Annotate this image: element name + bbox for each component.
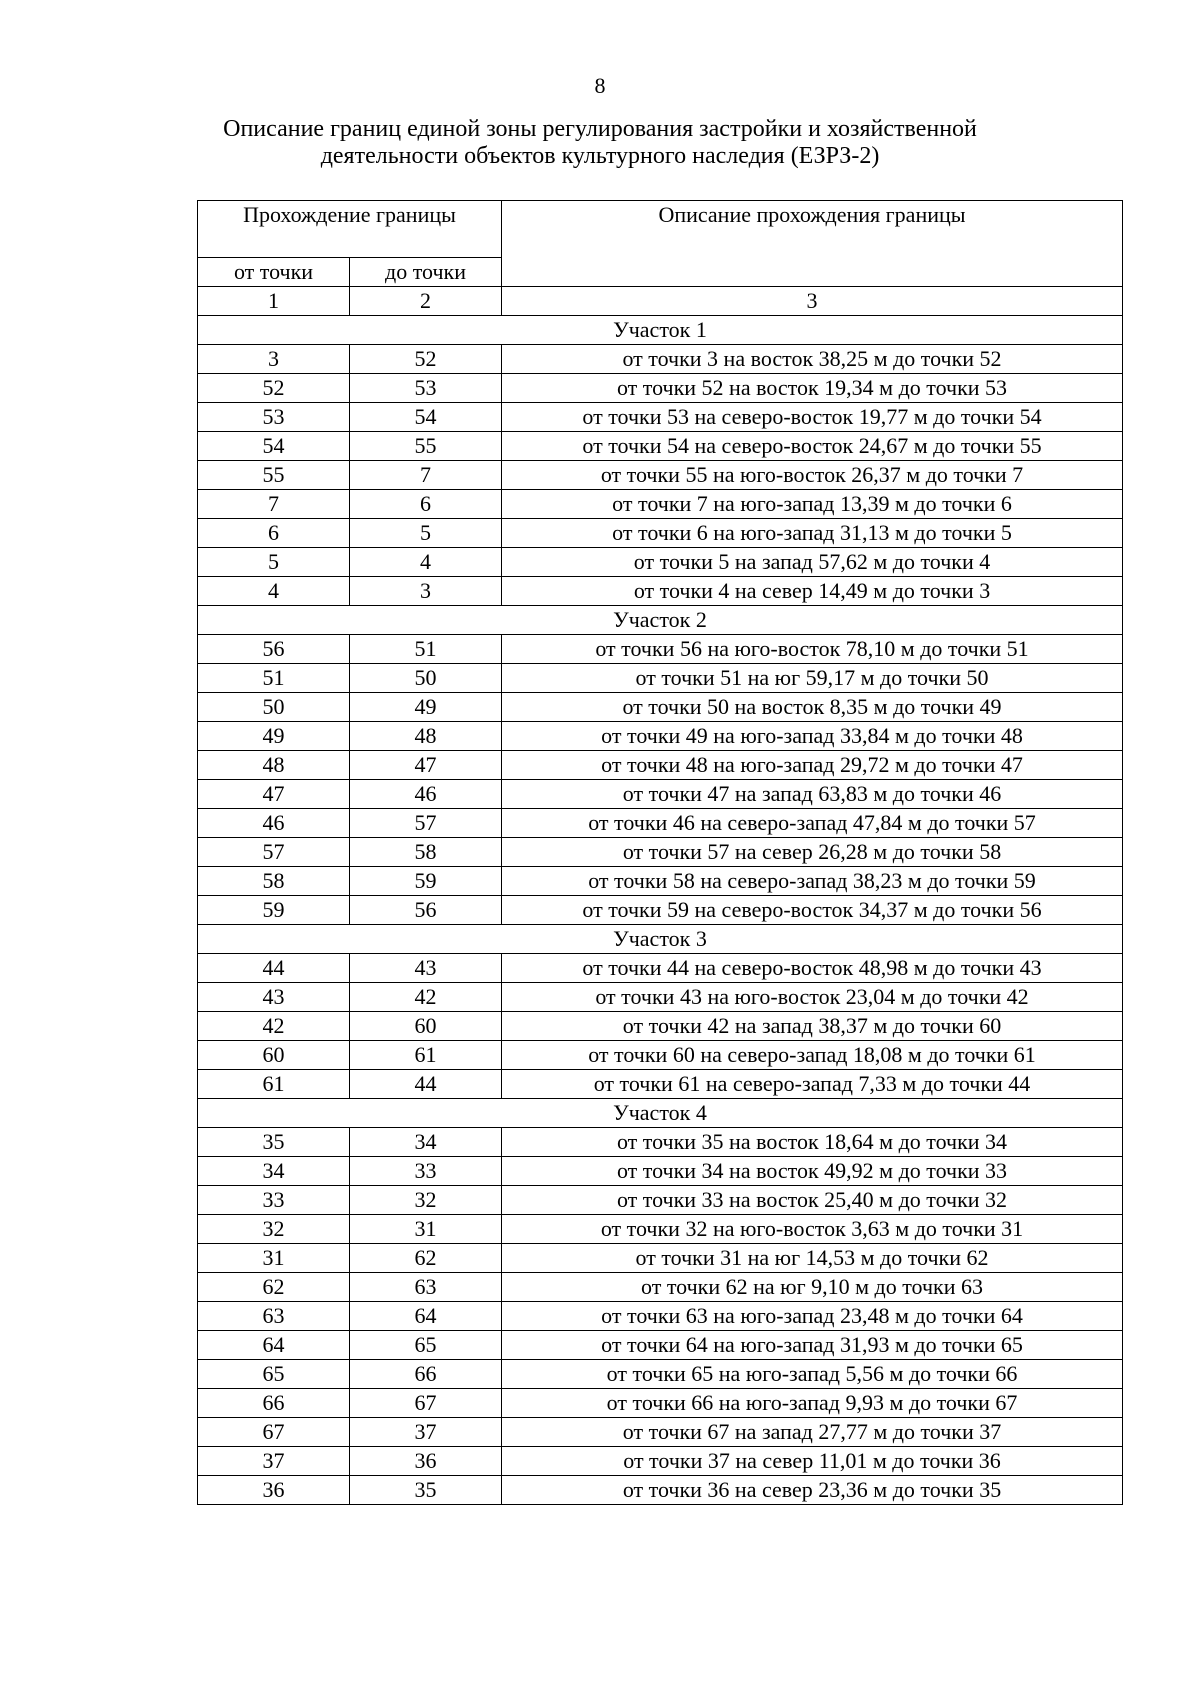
table-row xyxy=(198,664,1123,693)
cell-to-point: 5 xyxy=(350,519,502,548)
cell-from-point: 6 xyxy=(198,519,350,548)
cell-description: от точки 6 на юго-запад 31,13 м до точки 5 xyxy=(502,519,1123,548)
section-row xyxy=(198,606,1123,635)
cell-from-point: 32 xyxy=(198,1215,350,1244)
cell-description: от точки 52 на восток 19,34 м до точки 53 xyxy=(502,374,1123,403)
table-row xyxy=(198,954,1123,983)
cell-description: от точки 60 на северо-запад 18,08 м до точки 61 xyxy=(502,1041,1123,1070)
cell-description: от точки 48 на юго-запад 29,72 м до точки 47 xyxy=(502,751,1123,780)
cell-to-point: 48 xyxy=(350,722,502,751)
cell-description: от точки 5 на запад 57,62 м до точки 4 xyxy=(502,548,1123,577)
cell-to-point: 53 xyxy=(350,374,502,403)
header-to: до точки xyxy=(350,258,502,287)
cell-from-point: 46 xyxy=(198,809,350,838)
cell-to-point: 64 xyxy=(350,1302,502,1331)
table-row xyxy=(198,374,1123,403)
cell-to-point: 43 xyxy=(350,954,502,983)
table-row xyxy=(198,1418,1123,1447)
cell-from-point: 53 xyxy=(198,403,350,432)
cell-from-point: 50 xyxy=(198,693,350,722)
table-row xyxy=(198,838,1123,867)
cell-to-point: 51 xyxy=(350,635,502,664)
cell-from-point: 42 xyxy=(198,1012,350,1041)
table-row xyxy=(198,751,1123,780)
table-row xyxy=(198,1389,1123,1418)
cell-to-point: 36 xyxy=(350,1447,502,1476)
cell-description: от точки 67 на запад 27,77 м до точки 37 xyxy=(502,1418,1123,1447)
cell-to-point: 4 xyxy=(350,548,502,577)
cell-description: от точки 4 на север 14,49 м до точки 3 xyxy=(502,577,1123,606)
cell-from-point: 66 xyxy=(198,1389,350,1418)
cell-description: от точки 65 на юго-запад 5,56 м до точки 66 xyxy=(502,1360,1123,1389)
cell-to-point: 55 xyxy=(350,432,502,461)
cell-from-point: 36 xyxy=(198,1476,350,1505)
cell-from-point: 57 xyxy=(198,838,350,867)
table-row xyxy=(198,1447,1123,1476)
cell-to-point: 46 xyxy=(350,780,502,809)
cell-description: от точки 66 на юго-запад 9,93 м до точки 67 xyxy=(502,1389,1123,1418)
cell-description: от точки 36 на север 23,36 м до точки 35 xyxy=(502,1476,1123,1505)
cell-to-point: 66 xyxy=(350,1360,502,1389)
cell-to-point: 61 xyxy=(350,1041,502,1070)
table-row xyxy=(198,1244,1123,1273)
cell-to-point: 35 xyxy=(350,1476,502,1505)
cell-from-point: 4 xyxy=(198,577,350,606)
table-row xyxy=(198,867,1123,896)
table-row xyxy=(198,1273,1123,1302)
table-row xyxy=(198,1215,1123,1244)
header-column-number-2: 2 xyxy=(350,287,502,316)
cell-to-point: 65 xyxy=(350,1331,502,1360)
cell-from-point: 62 xyxy=(198,1273,350,1302)
cell-from-point: 54 xyxy=(198,432,350,461)
table-row xyxy=(198,461,1123,490)
cell-to-point: 31 xyxy=(350,1215,502,1244)
cell-from-point: 43 xyxy=(198,983,350,1012)
cell-to-point: 44 xyxy=(350,1070,502,1099)
table-row xyxy=(198,635,1123,664)
document-title xyxy=(0,116,1200,170)
cell-from-point: 48 xyxy=(198,751,350,780)
table-row xyxy=(198,490,1123,519)
table-row xyxy=(198,780,1123,809)
cell-description: от точки 62 на юг 9,10 м до точки 63 xyxy=(502,1273,1123,1302)
cell-to-point: 42 xyxy=(350,983,502,1012)
cell-description: от точки 63 на юго-запад 23,48 м до точки 64 xyxy=(502,1302,1123,1331)
cell-from-point: 61 xyxy=(198,1070,350,1099)
cell-to-point: 33 xyxy=(350,1157,502,1186)
header-from: от точки xyxy=(198,258,350,287)
cell-description: от точки 58 на северо-запад 38,23 м до точки 59 xyxy=(502,867,1123,896)
cell-to-point: 63 xyxy=(350,1273,502,1302)
cell-from-point: 58 xyxy=(198,867,350,896)
cell-description: от точки 33 на восток 25,40 м до точки 32 xyxy=(502,1186,1123,1215)
cell-description: от точки 35 на восток 18,64 м до точки 34 xyxy=(502,1128,1123,1157)
table-row xyxy=(198,519,1123,548)
table-row xyxy=(198,693,1123,722)
table-row xyxy=(198,1070,1123,1099)
cell-from-point: 67 xyxy=(198,1418,350,1447)
cell-description: от точки 53 на северо-восток 19,77 м до точки 54 xyxy=(502,403,1123,432)
cell-description: от точки 3 на восток 38,25 м до точки 52 xyxy=(502,345,1123,374)
table-row xyxy=(198,1476,1123,1505)
table-row xyxy=(198,403,1123,432)
cell-description: от точки 47 на запад 63,83 м до точки 46 xyxy=(502,780,1123,809)
cell-to-point: 37 xyxy=(350,1418,502,1447)
table-row xyxy=(198,1360,1123,1389)
section-label: Участок 2 xyxy=(198,606,1123,635)
cell-from-point: 56 xyxy=(198,635,350,664)
table-body xyxy=(198,316,1123,1505)
cell-description: от точки 32 на юго-восток 3,63 м до точки 31 xyxy=(502,1215,1123,1244)
cell-description: от точки 44 на северо-восток 48,98 м до точки 43 xyxy=(502,954,1123,983)
cell-description: от точки 42 на запад 38,37 м до точки 60 xyxy=(502,1012,1123,1041)
cell-to-point: 67 xyxy=(350,1389,502,1418)
section-row xyxy=(198,316,1123,345)
table-row xyxy=(198,809,1123,838)
cell-to-point: 50 xyxy=(350,664,502,693)
cell-description: от точки 50 на восток 8,35 м до точки 49 xyxy=(502,693,1123,722)
document-title-line-1: Описание границ единой зоны регулирования застройки и хозяйственной xyxy=(223,116,977,142)
table-row xyxy=(198,1302,1123,1331)
table-row xyxy=(198,577,1123,606)
table-row xyxy=(198,896,1123,925)
cell-to-point: 6 xyxy=(350,490,502,519)
cell-from-point: 49 xyxy=(198,722,350,751)
cell-to-point: 47 xyxy=(350,751,502,780)
cell-from-point: 64 xyxy=(198,1331,350,1360)
cell-to-point: 52 xyxy=(350,345,502,374)
cell-description: от точки 57 на север 26,28 м до точки 58 xyxy=(502,838,1123,867)
cell-to-point: 62 xyxy=(350,1244,502,1273)
cell-description: от точки 34 на восток 49,92 м до точки 33 xyxy=(502,1157,1123,1186)
cell-description: от точки 37 на север 11,01 м до точки 36 xyxy=(502,1447,1123,1476)
cell-to-point: 7 xyxy=(350,461,502,490)
cell-to-point: 56 xyxy=(350,896,502,925)
boundary-table xyxy=(197,200,1123,1505)
table-header xyxy=(198,201,1123,316)
header-passage: Прохождение границы xyxy=(198,201,502,258)
cell-from-point: 63 xyxy=(198,1302,350,1331)
cell-from-point: 55 xyxy=(198,461,350,490)
cell-to-point: 34 xyxy=(350,1128,502,1157)
cell-from-point: 5 xyxy=(198,548,350,577)
table-row xyxy=(198,1157,1123,1186)
cell-to-point: 59 xyxy=(350,867,502,896)
section-row xyxy=(198,925,1123,954)
cell-to-point: 32 xyxy=(350,1186,502,1215)
table-row xyxy=(198,983,1123,1012)
table-row xyxy=(198,1041,1123,1070)
section-label: Участок 1 xyxy=(198,316,1123,345)
cell-description: от точки 59 на северо-восток 34,37 м до точки 56 xyxy=(502,896,1123,925)
table-row xyxy=(198,1128,1123,1157)
cell-to-point: 54 xyxy=(350,403,502,432)
cell-from-point: 60 xyxy=(198,1041,350,1070)
cell-to-point: 49 xyxy=(350,693,502,722)
cell-description: от точки 54 на северо-восток 24,67 м до точки 55 xyxy=(502,432,1123,461)
cell-from-point: 35 xyxy=(198,1128,350,1157)
cell-description: от точки 55 на юго-восток 26,37 м до точки 7 xyxy=(502,461,1123,490)
section-label: Участок 3 xyxy=(198,925,1123,954)
cell-from-point: 59 xyxy=(198,896,350,925)
cell-from-point: 47 xyxy=(198,780,350,809)
table-row xyxy=(198,722,1123,751)
cell-description: от точки 31 на юг 14,53 м до точки 62 xyxy=(502,1244,1123,1273)
header-column-number-1: 1 xyxy=(198,287,350,316)
cell-to-point: 57 xyxy=(350,809,502,838)
cell-from-point: 51 xyxy=(198,664,350,693)
table-row xyxy=(198,548,1123,577)
cell-from-point: 52 xyxy=(198,374,350,403)
table-row xyxy=(198,1331,1123,1360)
cell-description: от точки 56 на юго-восток 78,10 м до точки 51 xyxy=(502,635,1123,664)
cell-from-point: 7 xyxy=(198,490,350,519)
cell-description: от точки 61 на северо-запад 7,33 м до точки 44 xyxy=(502,1070,1123,1099)
section-row xyxy=(198,1099,1123,1128)
header-column-number-3: 3 xyxy=(502,287,1123,316)
cell-description: от точки 49 на юго-запад 33,84 м до точки 48 xyxy=(502,722,1123,751)
page-number: 8 xyxy=(594,73,606,98)
document-title-line-2: деятельности объектов культурного наследия (ЕЗРЗ-2) xyxy=(320,143,880,169)
cell-description: от точки 7 на юго-запад 13,39 м до точки 6 xyxy=(502,490,1123,519)
cell-from-point: 34 xyxy=(198,1157,350,1186)
cell-description: от точки 43 на юго-восток 23,04 м до точки 42 xyxy=(502,983,1123,1012)
cell-from-point: 44 xyxy=(198,954,350,983)
table-row xyxy=(198,432,1123,461)
cell-description: от точки 64 на юго-запад 31,93 м до точки 65 xyxy=(502,1331,1123,1360)
section-label: Участок 4 xyxy=(198,1099,1123,1128)
header-description: Описание прохождения границы xyxy=(502,201,1123,287)
cell-from-point: 33 xyxy=(198,1186,350,1215)
table-row xyxy=(198,1186,1123,1215)
cell-from-point: 31 xyxy=(198,1244,350,1273)
table-row xyxy=(198,345,1123,374)
cell-from-point: 3 xyxy=(198,345,350,374)
cell-from-point: 65 xyxy=(198,1360,350,1389)
cell-description: от точки 51 на юг 59,17 м до точки 50 xyxy=(502,664,1123,693)
cell-to-point: 3 xyxy=(350,577,502,606)
cell-from-point: 37 xyxy=(198,1447,350,1476)
cell-to-point: 58 xyxy=(350,838,502,867)
cell-to-point: 60 xyxy=(350,1012,502,1041)
cell-description: от точки 46 на северо-запад 47,84 м до точки 57 xyxy=(502,809,1123,838)
table-row xyxy=(198,1012,1123,1041)
